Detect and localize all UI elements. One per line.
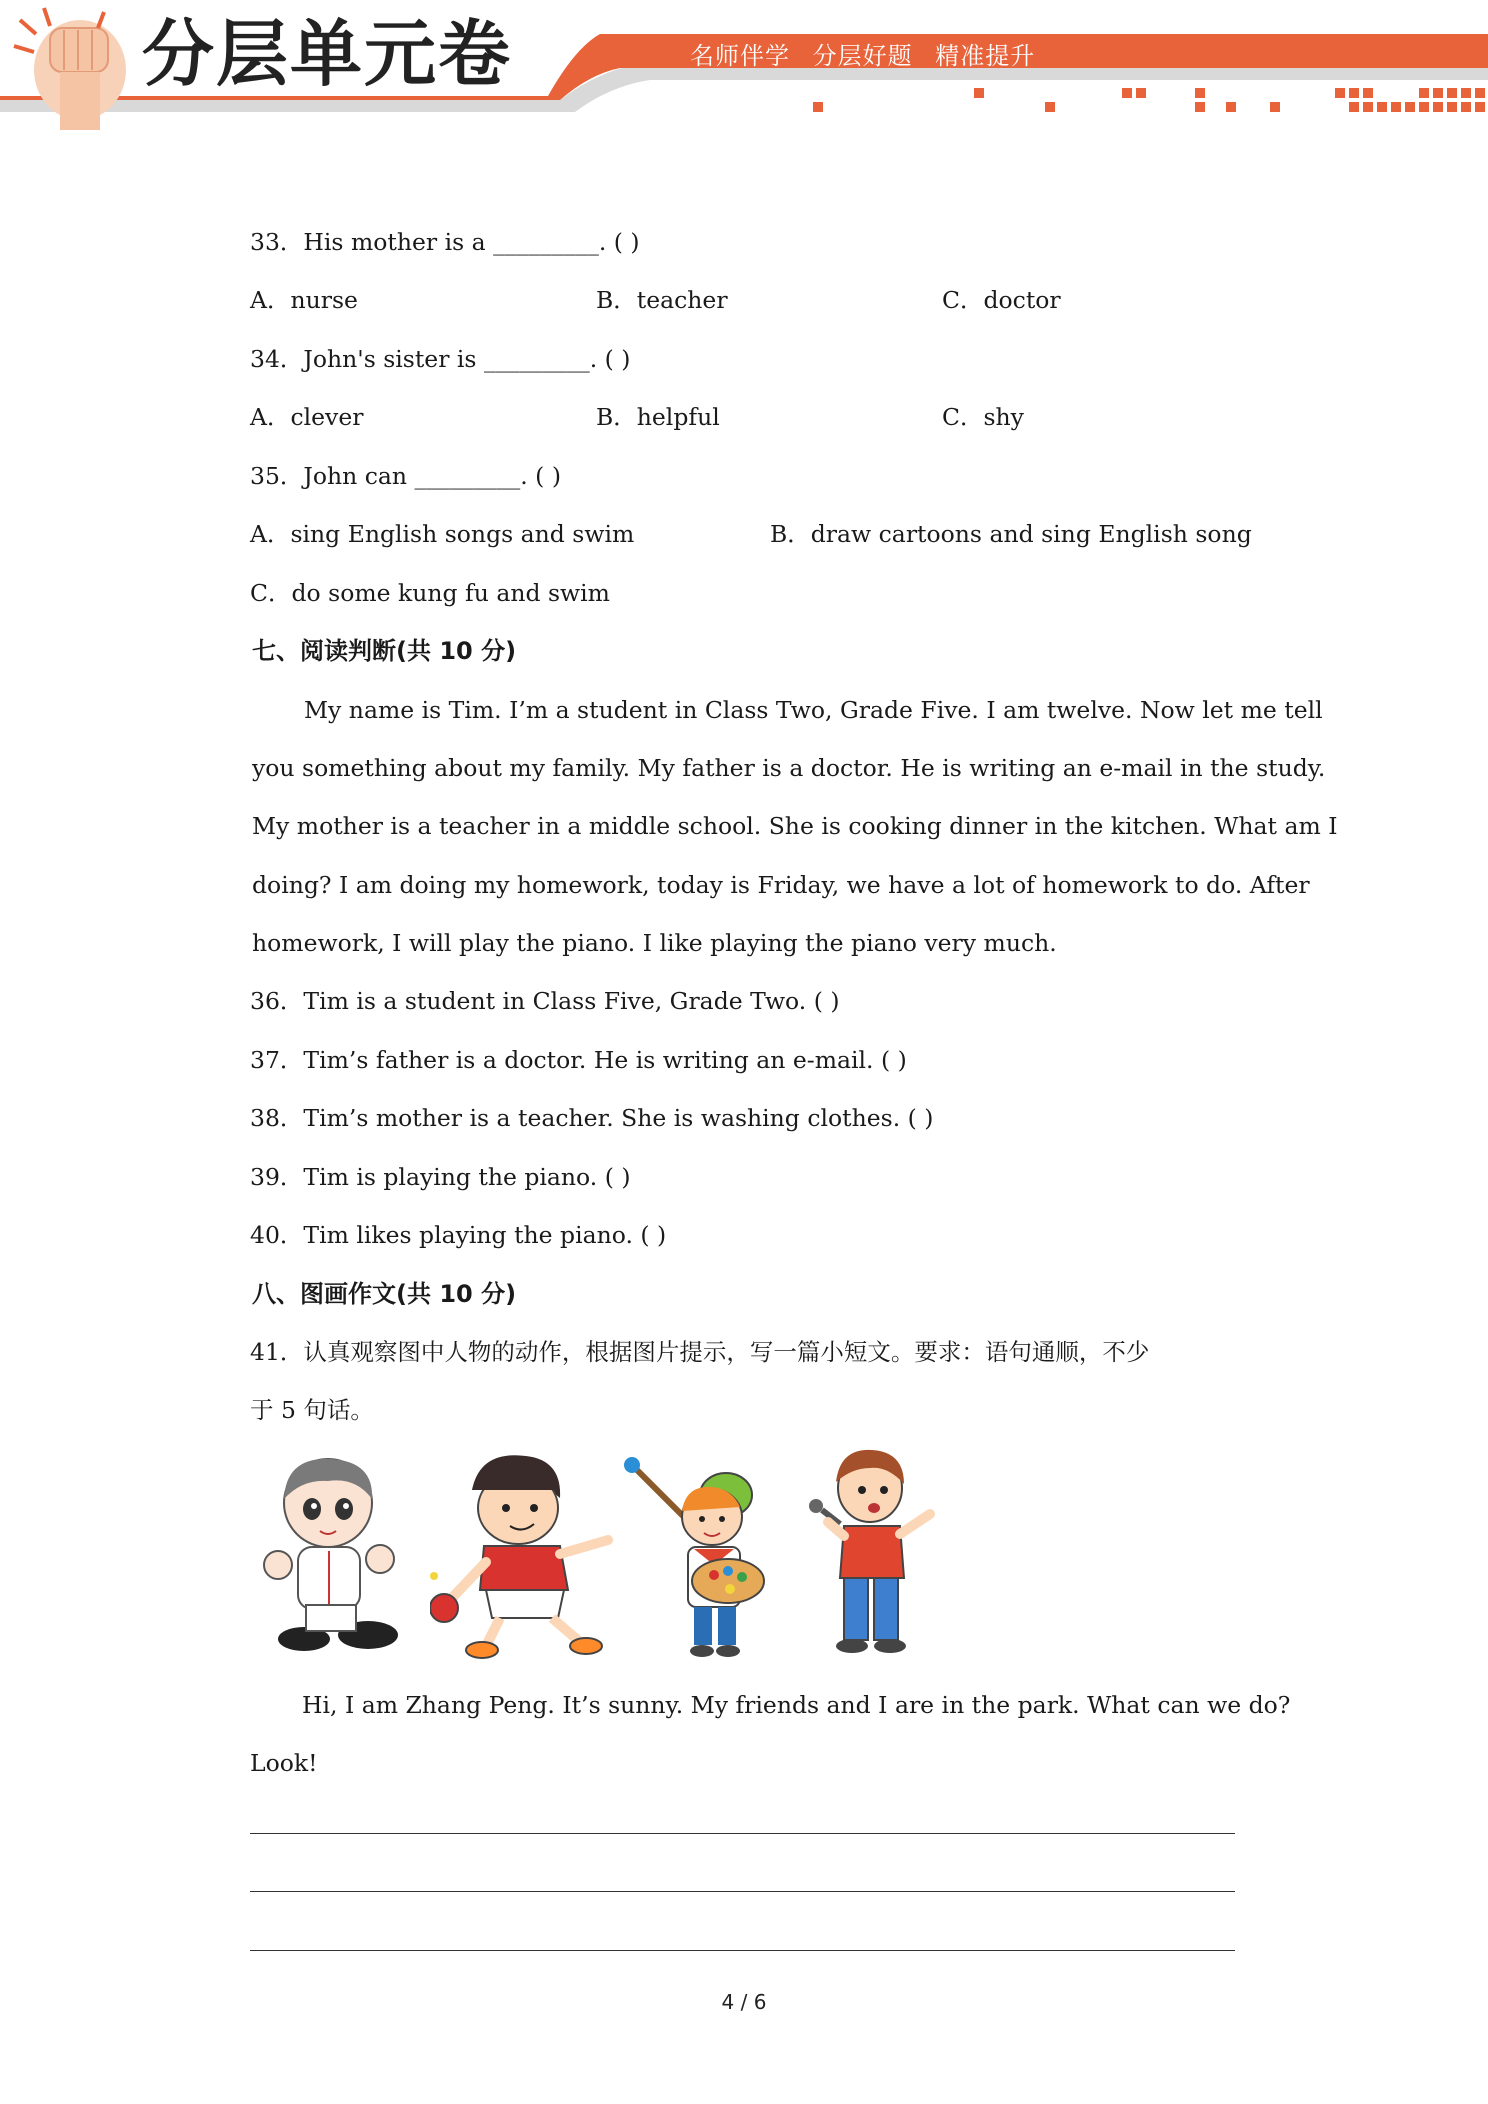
brand-title: 分层单元卷 xyxy=(142,12,513,96)
answer-line[interactable] xyxy=(250,1833,1235,1834)
painting-boy-picture xyxy=(622,1455,790,1660)
question-35-option-c: C．do some kung fu and swim xyxy=(250,579,610,607)
question-33-option-c: C．doctor xyxy=(942,286,1061,314)
page-header xyxy=(0,0,1488,140)
writing-prompt-line-2: 于 5 句话。 xyxy=(250,1396,374,1424)
passage-line: doing? I am doing my homework, today is Friday, we have a lot of homework to do. After xyxy=(252,871,1310,899)
question-35-option-a: A．sing English songs and swim xyxy=(250,520,635,548)
judgement-item-39: 39．Tim is playing the piano. ( ) xyxy=(250,1163,631,1191)
singing-boy-picture xyxy=(792,1448,942,1660)
judgement-item-38: 38．Tim’s mother is a teacher. She is washing clothes. ( ) xyxy=(250,1104,934,1132)
question-34-option-a: A．clever xyxy=(250,403,364,431)
question-33-option-a: A．nurse xyxy=(250,286,358,314)
question-35-stem: 35．John can _________. ( ) xyxy=(250,462,561,490)
kung-fu-boy-picture xyxy=(256,1455,408,1655)
passage-line: you something about my family. My father is a doctor. He is writing an e-mail in the study. xyxy=(252,754,1326,782)
question-33-stem: 33．His mother is a _________. ( ) xyxy=(250,228,640,256)
question-34-stem: 34．John's sister is _________. ( ) xyxy=(250,345,631,373)
answer-line[interactable] xyxy=(250,1891,1235,1892)
page-number: 4 / 6 xyxy=(721,1990,767,2014)
answer-line[interactable] xyxy=(250,1950,1235,1951)
section-7-title: 七、阅读判断(共 10 分) xyxy=(252,637,517,665)
judgement-item-37: 37．Tim’s father is a doctor. He is writing an e-mail. ( ) xyxy=(250,1046,907,1074)
writing-starter-line-2: Look! xyxy=(250,1749,318,1777)
question-34-option-c: C．shy xyxy=(942,403,1024,431)
writing-prompt-line-1: 41．认真观察图中人物的动作，根据图片提示，写一篇小短文。要求：语句通顺，不少 xyxy=(250,1338,1150,1366)
passage-line: My mother is a teacher in a middle school. She is cooking dinner in the kitchen. What am I xyxy=(252,812,1338,840)
section-8-title: 八、图画作文(共 10 分) xyxy=(252,1280,517,1308)
passage-line: homework, I will play the piano. I like playing the piano very much. xyxy=(252,929,1057,957)
question-33-option-b: B．teacher xyxy=(596,286,728,314)
question-35-option-b: B．draw cartoons and sing English song xyxy=(770,520,1252,548)
ping-pong-boy-picture xyxy=(430,1450,614,1660)
writing-starter-line-1: Hi, I am Zhang Peng. It’s sunny. My friends and I are in the park. What can we do? xyxy=(302,1691,1291,1719)
header-slogan: 名师伴学 分层好题 精准提升 xyxy=(690,42,1036,70)
question-34-option-b: B．helpful xyxy=(596,403,720,431)
judgement-item-40: 40．Tim likes playing the piano. ( ) xyxy=(250,1221,667,1249)
passage-line: My name is Tim. I’m a student in Class Two, Grade Five. I am twelve. Now let me tell xyxy=(304,696,1323,724)
judgement-item-36: 36．Tim is a student in Class Five, Grade Two. ( ) xyxy=(250,987,840,1015)
